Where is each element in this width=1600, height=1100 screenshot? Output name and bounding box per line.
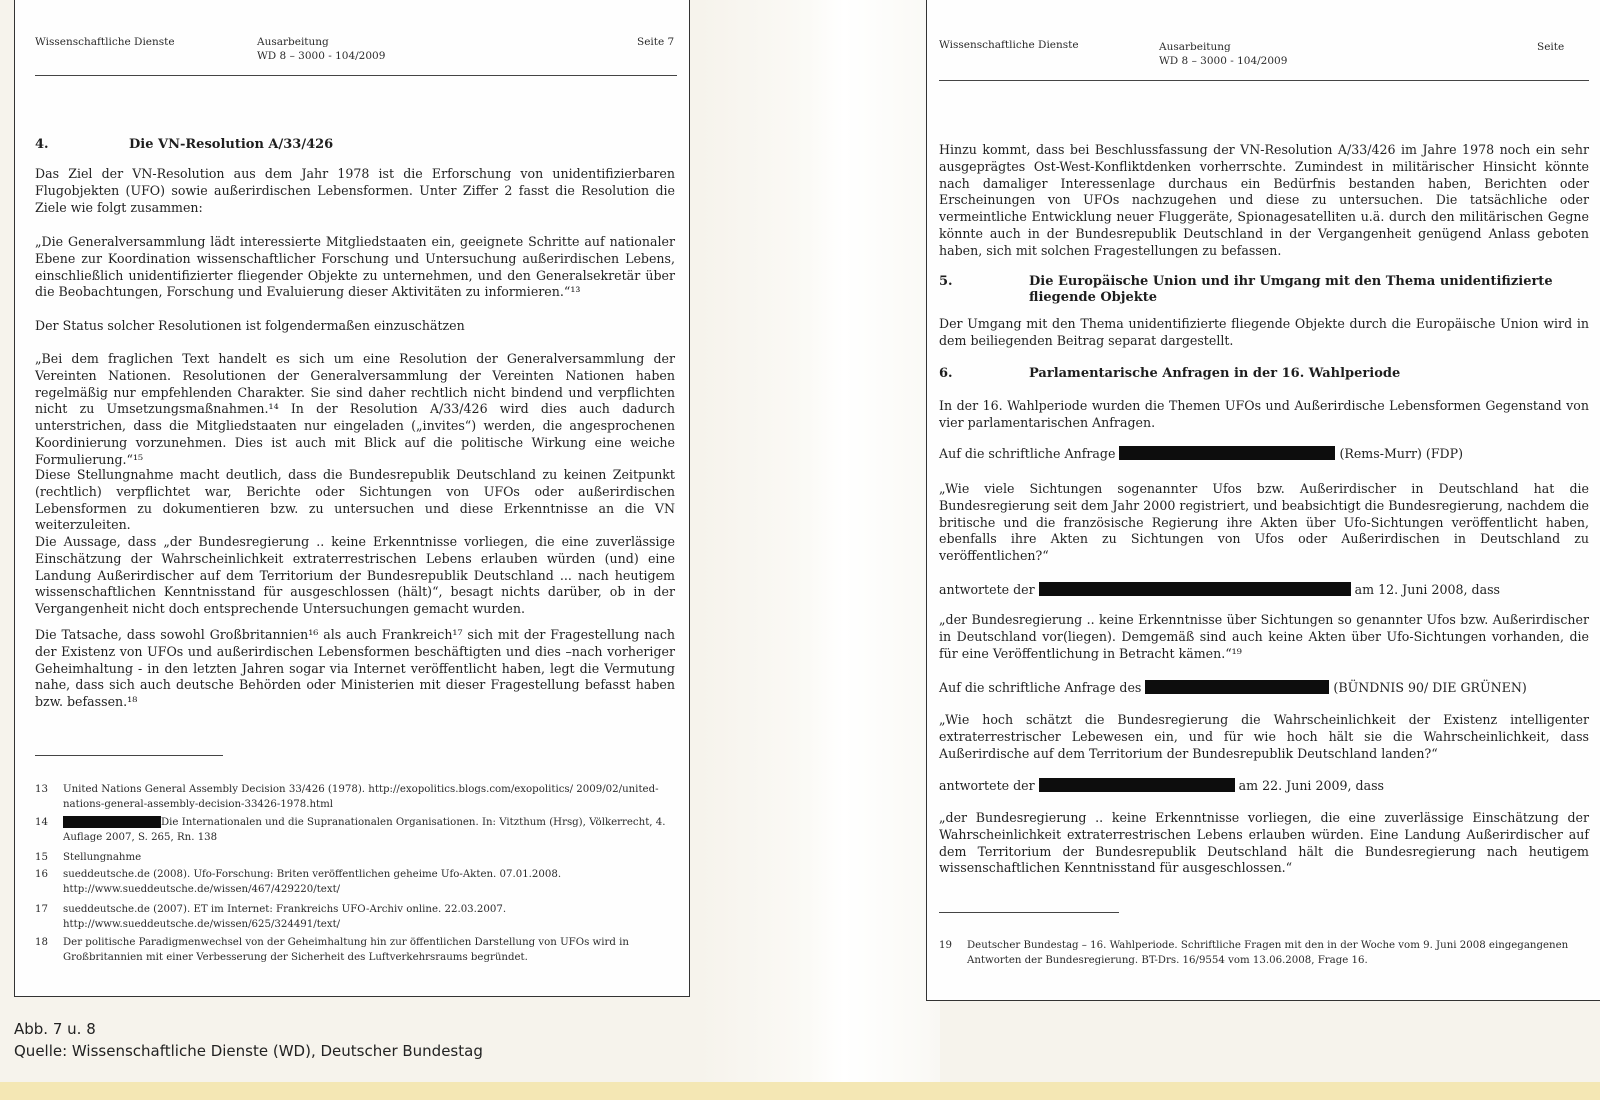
quote-block: „Bei dem fraglichen Text handelt es sich um eine Resolution der Generalversammlung der Vereinten Nationen. Resolutionen der Generalversammlung der Vereinten Nationen haben regelmäßig nur empfehlenden Charakter. Sie sind daher rechtlich nicht bindend und verpflichten nicht zu Umsetzungsmaßnahmen.¹⁴ In der Resolution A/33/426 wird dies auch dadurch unterstrichen, dass die Mitgliedstaaten nur eingeladen („invites“) werden, die angesprochenen Koordinierung vorzunehmen. Dies ist auch mit Blick auf die politische Wirkung eine weiche Formulierung.“¹⁵ xyxy=(35,351,675,467)
answer-date: am 22. Juni 2009, dass xyxy=(1238,778,1385,793)
header-page-number: Seite xyxy=(1537,41,1565,53)
inquiry-text: Auf die schriftliche Anfrage des xyxy=(939,680,1142,695)
book-fold xyxy=(700,0,940,1100)
header-org: Wissenschaftliche Dienste xyxy=(939,39,1079,51)
redaction-bar xyxy=(1039,778,1235,792)
header-doc-type: Ausarbeitung xyxy=(257,36,329,48)
footnote-text: sueddeutsche.de (2008). Ufo-Forschung: Briten veröffentlichen geheime Ufo-Akten. 07.01.2008. http://www.sueddeutsche.de/wissen/467/429220/text/ xyxy=(63,869,562,895)
paragraph: Der Umgang mit den Thema unidentifizierte fliegende Objekte durch die Europäische Union wird in dem beiliegenden Beitrag separat dargestellt. xyxy=(939,316,1589,348)
section-number: 4. xyxy=(35,137,49,152)
section-title: Parlamentarische Anfragen in der 16. Wahlperiode xyxy=(1029,366,1401,381)
header-doc-no: WD 8 – 3000 - 104/2009 xyxy=(257,50,386,62)
header-org: Wissenschaftliche Dienste xyxy=(35,36,175,48)
footnote-number: 13 xyxy=(35,784,48,795)
header-rule xyxy=(35,75,677,76)
quote-block: „Wie hoch schätzt die Bundesregierung die Wahrscheinlichkeit der Existenz intelligenter extraterrestrischer Lebewesen ein, und für wie hoch hält sie die Wahrscheinlichkeit, dass Außerirdische auf dem Territorium der Bundesrepublik Deutschland landen?“ xyxy=(939,712,1589,761)
paragraph: Diese Stellungnahme macht deutlich, dass die Bundesrepublik Deutschland zu keinen Zeitpunkt (rechtlich) verpflichtet war, Berichte oder Sichtungen von UFOs oder außerirdischen Lebensformen zu dokumentieren bzw. zu untersuchen und diese Erkenntnisse an die VN weiterzuleiten. xyxy=(35,467,675,533)
answer-line xyxy=(939,778,1589,795)
answer-date: am 12. Juni 2008, dass xyxy=(1354,582,1501,597)
redaction-bar xyxy=(1145,680,1329,694)
footnote-text: Stellungnahme xyxy=(63,852,142,863)
header-rule xyxy=(939,80,1589,81)
quote-block: „der Bundesregierung .. keine Erkenntnisse über Sichtungen so genannter Ufos bzw. Außerirdischer in Deutschland vor(liegen). Demgemäß sind auch keine Akten über Ufo-Sichtungen vorhanden, die für eine Veröffentlichung in Betracht kämen.“¹⁹ xyxy=(939,612,1589,661)
redaction-bar xyxy=(1039,582,1351,596)
footnote-number: 14 xyxy=(35,817,48,828)
right-page xyxy=(926,0,1600,1001)
inquiry-text: Auf die schriftliche Anfrage xyxy=(939,446,1116,461)
footnote-text: Deutscher Bundestag – 16. Wahlperiode. Schriftliche Fragen mit den in der Woche vom 9. Juni 2008 eingegangenen Antworten der Bundesregierung. BT-Drs. 16/9554 vom 13.06.2008, Frage 16. xyxy=(967,940,1569,966)
paragraph: Hinzu kommt, dass bei Beschlussfassung der VN-Resolution A/33/426 im Jahre 1978 noch ein sehr ausgeprägtes Ost-West-Konfliktdenken vorherrschte. Zumindest in militärischer Hinsicht könnte nach damaliger Interessenlage durchaus ein Bedürfnis bestanden haben, Berichten oder Erscheinungen von UFOs nachzugehen und diese zu untersuchen. Die tatsächliche oder vermeintliche Entwicklung neuer Fluggeräte, Spionagesatelliten u.ä. durch den militärischen Gegne könnte auch in der Bundesrepublik Deutschland in der Vergangenheit genügend Anlass geboten haben, sich mit solchen Fragestellungen zu befassen. xyxy=(939,142,1589,258)
section-title: Die VN-Resolution A/33/426 xyxy=(129,137,334,152)
footnote-number: 18 xyxy=(35,937,48,948)
section-title: Die Europäische Union und ihr Umgang mit den Thema unidentifizierte fliegende Objekte xyxy=(1029,274,1553,305)
answer-line xyxy=(939,582,1589,599)
inquiry-party: (Rems-Murr) (FDP) xyxy=(1339,446,1464,461)
redaction-bar xyxy=(1119,446,1335,460)
footnote-number: 16 xyxy=(35,869,48,880)
header-page-number: Seite 7 xyxy=(637,36,675,48)
paragraph: Die Tatsache, dass sowohl Großbritannien¹⁶ als auch Frankreich¹⁷ sich mit der Fragestellung nach der Existenz von UFOs und außerirdischen Lebensformen beschäftigten und dies –nach vorheriger Geheimhaltung - in den letzten Jahren sogar via Internet veröffentlicht haben, legt die Vermutung nahe, dass sich auch deutsche Behörden oder Ministerien mit dieser Fragestellung befasst haben bzw. befassen.¹⁸ xyxy=(35,627,675,710)
quote-block: „der Bundesregierung .. keine Erkenntnisse vorliegen, die eine zuverlässige Einschätzung der Wahrscheinlichkeit extraterrestrischen Lebens erlauben würden. Eine Landung Außerirdischer auf dem Territorium der Bundesrepublik Deutschland hält die Bundesregierung nach heutigem wissenschaftlichen Kenntnisstand für ausgeschlossen.“ xyxy=(939,810,1589,876)
header-doc-type: Ausarbeitung xyxy=(1159,41,1231,53)
header-doc-no: WD 8 – 3000 - 104/2009 xyxy=(1159,55,1288,67)
left-page xyxy=(14,0,690,997)
footnote-text: sueddeutsche.de (2007). ET im Internet: Frankreichs UFO-Archiv online. 22.03.2007. http://www.sueddeutsche.de/wissen/625/324491/text/ xyxy=(63,904,507,930)
footnote-rule xyxy=(939,912,1119,913)
footnote-text: Der politische Paradigmenwechsel von der Geheimhaltung hin zur öffentlichen Darstellung von UFOs wird in Großbritannien mit einer Verbesserung der Sicherheit des Luftverkehrsraums begründet. xyxy=(63,937,629,963)
answer-text: antwortete der xyxy=(939,582,1035,597)
paragraph: Der Status solcher Resolutionen ist folgendermaßen einzuschätzen xyxy=(35,318,465,333)
footnote-number: 15 xyxy=(35,852,48,863)
figure-caption-source: Quelle: Wissenschaftliche Dienste (WD), Deutscher Bundestag xyxy=(14,1042,483,1060)
footnote-text: United Nations General Assembly Decision 33/426 (1978). http://exopolitics.blogs.com/exopolitics/ 2009/02/united-nations-general-assembly-decision-33426-1978.html xyxy=(63,784,659,810)
paragraph: Die Aussage, dass „der Bundesregierung .. keine Erkenntnisse vorliegen, die eine zuverlässige Einschätzung der Wahrscheinlichkeit extraterrestrischen Lebens erlauben würden (und) eine Landung Außerirdischer auf dem Territorium der Bundesrepublik Deutschland ... nach heutigem wissenschaftlichen Kenntnisstand für ausgeschlossen (hält)“, besagt nichts darüber, ob in der Vergangenheit nicht doch entsprechende Untersuchungen gemacht wurden. xyxy=(35,534,675,617)
figure-caption-label: Abb. 7 u. 8 xyxy=(14,1020,96,1038)
section-number: 5. xyxy=(939,274,953,289)
quote-block: „Die Generalversammlung lädt interessierte Mitgliedstaaten ein, geeignete Schritte auf nationaler Ebene zur Koordination wissenschaftlicher Forschung und Untersuchung außerirdischen Lebens, einschließlich unidentifizierter fliegender Objekte zu unternehmen, und den Generalsekretär über die Beobachtungen, Forschung und Evaluierung dieser Aktivitäten zu informieren.“¹³ xyxy=(35,234,675,300)
redaction-bar xyxy=(63,816,161,828)
section-number: 6. xyxy=(939,366,953,381)
bottom-edge xyxy=(0,1082,1600,1100)
inquiry-party: (BÜNDNIS 90/ DIE GRÜNEN) xyxy=(1333,680,1527,695)
paragraph: In der 16. Wahlperiode wurden die Themen UFOs und Außerirdische Lebensformen Gegenstand von vier parlamentarischen Anfragen. xyxy=(939,398,1589,430)
paragraph: Das Ziel der VN-Resolution aus dem Jahr 1978 ist die Erforschung von unidentifizierbaren Flugobjekten (UFO) sowie außerirdischen Lebensformen. Unter Ziffer 2 fasst die Resolution die Ziele wie folgt zusammen: xyxy=(35,166,675,215)
quote-block: „Wie viele Sichtungen sogenannter Ufos bzw. Außerirdischer in Deutschland hat die Bundesregierung seit dem Jahr 2000 registriert, und beabsichtigt die Bundesregierung, nachdem die britische und die französische Regierung ihre Akten über Ufo-Sichtungen veröffentlicht haben, ebenfalls ihre Akten zu Sichtungen von Ufos oder Außerirdischen in Deutschland zu veröffentlichen?“ xyxy=(939,481,1589,564)
footnote-text: Die Internationalen und die Supranationalen Organisationen. In: Vitzthum (Hrsg), Völkerrecht, 4. Auflage 2007, S. 265, Rn. 138 xyxy=(63,817,666,843)
footnote-number: 17 xyxy=(35,904,48,915)
footnote-number: 19 xyxy=(939,940,952,951)
footnote-rule xyxy=(35,755,223,756)
inquiry-line xyxy=(939,446,1589,463)
answer-text: antwortete der xyxy=(939,778,1035,793)
inquiry-line xyxy=(939,680,1589,697)
